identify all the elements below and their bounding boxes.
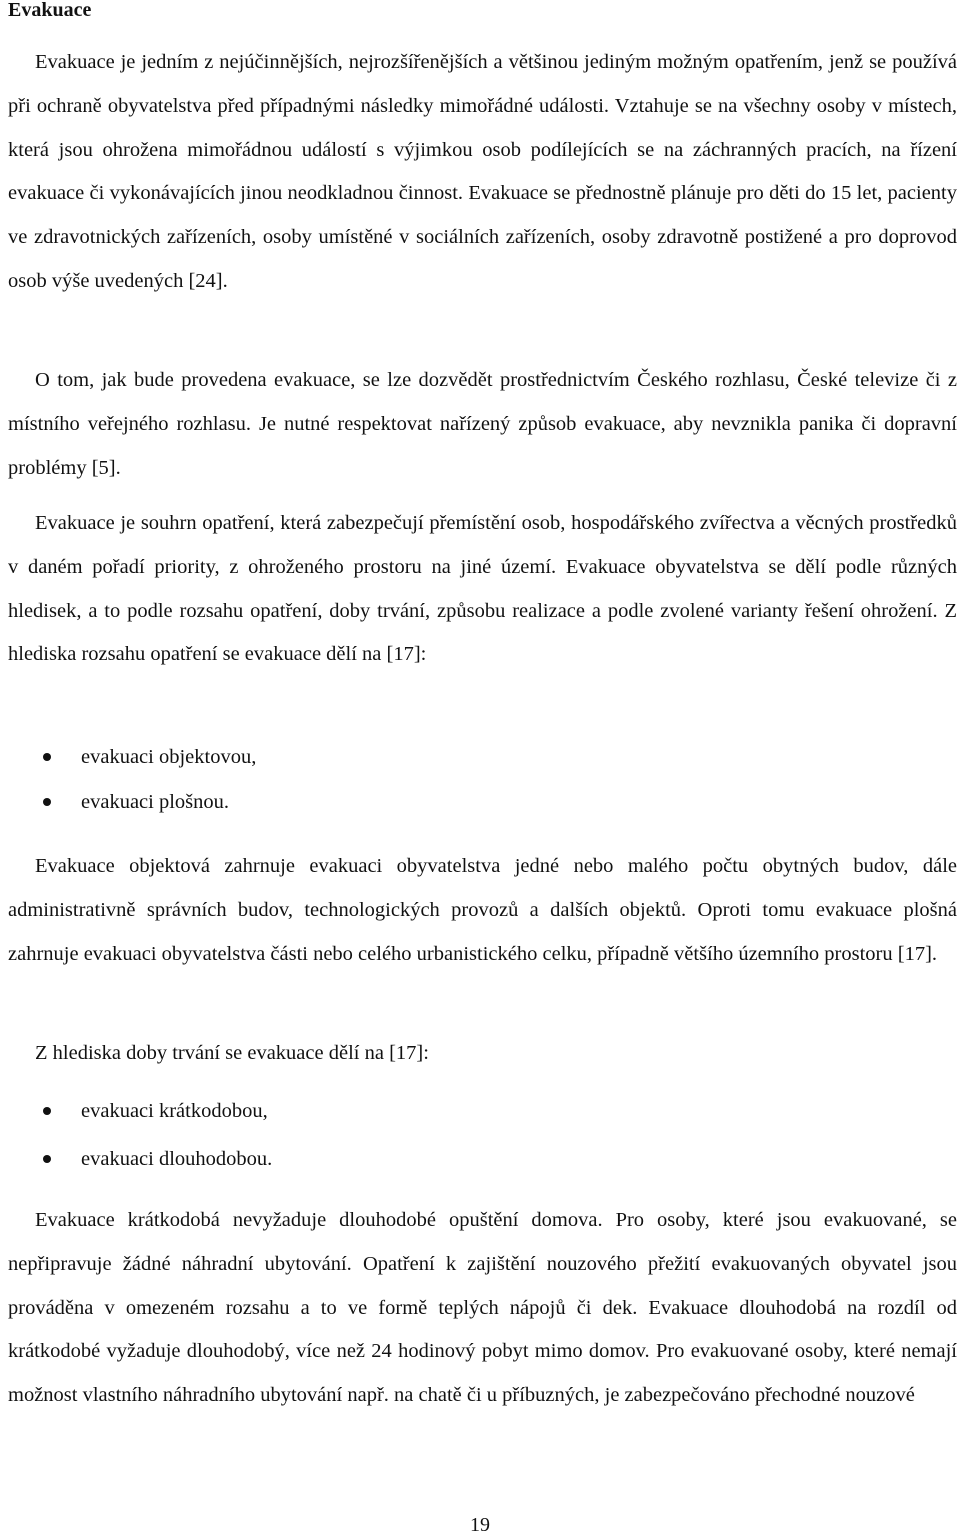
list-item-text: evakuaci plošnou. [81, 791, 230, 813]
list-item [8, 1147, 957, 1171]
bullet-icon [43, 798, 51, 806]
paragraph-definition: Evakuace je souhrn opatření, která zabezpečují přemístění osob, hospodářského zvířectva a věcných prostředků v daném pořadí priority, z ohroženého prostoru na jiné území. Evakuace obyvatelstva se dělí podle různých hledisek, a to podle rozsahu opatření, doby trvání, způsobu realizace a podle zvolené varianty řešení ohrožení. Z hlediska rozsahu opatření se evakuace dělí na [17]: [8, 512, 957, 666]
list-scope [8, 745, 957, 814]
list-item [8, 1099, 957, 1123]
list-item [8, 790, 957, 814]
bullet-icon [43, 753, 51, 761]
paragraph-duration-detail: Evakuace krátkodobá nevyžaduje dlouhodobé opuštění domova. Pro osoby, které jsou evakuované, se nepřipravuje žádné náhradní ubytování. Opatření k zajištění nouzového přežití evakuovaných obyvatel jsou prováděna v omezeném rozsahu a to ve formě teplých nápojů či dek. Evakuace dlouhodobá na rozdíl od krátkodobé vyžaduje dlouhodobý, více než 24 hodinový pobyt mimo domov. Pro evakuované osoby, které nemají možnost vlastního náhradního ubytování např. na chatě či u příbuzných, je zabezpečováno přechodné nouzové [8, 1209, 957, 1407]
list-item-text: evakuaci krátkodobou, [81, 1100, 268, 1122]
list-duration [8, 1099, 957, 1171]
paragraph-intro: Evakuace je jedním z nejúčinnějších, nejrozšířenějších a většinou jediným možným opatřením, jenž se používá při ochraně obyvatelstva před případnými následky mimořádné události. Vztahuje se na všechny osoby v místech, která jsou ohrožena mimořádnou událostí s výjimkou osob podílejících se na záchranných pracích, na řízení evakuace či vykonávajících jinou neodkladnou činnost. Evakuace se přednostně plánuje pro děti do 15 let, pacienty ve zdravotnických zařízeních, osoby umístěné v sociálních zařízeních, osoby zdravotně postižené a pro doprovod osob výše uvedených [24]. [8, 51, 957, 292]
paragraph-information: O tom, jak bude provedena evakuace, se lze dozvědět prostřednictvím Českého rozhlasu, České televize či z místního veřejného rozhlasu. Je nutné respektovat nařízený způsob evakuace, aby nevznikla panika či dopravní problémy [5]. [8, 369, 957, 479]
bullet-icon [43, 1107, 51, 1115]
list-item-text: evakuaci objektovou, [81, 746, 257, 768]
section-heading: Evakuace [8, 0, 92, 21]
page-number: 19 [470, 1514, 490, 1536]
list-item [8, 745, 957, 769]
bullet-icon [43, 1155, 51, 1163]
list-item-text: evakuaci dlouhodobou. [81, 1148, 273, 1170]
paragraph-duration-intro: Z hlediska doby trvání se evakuace dělí na [17]: [35, 1042, 429, 1064]
paragraph-scope-detail: Evakuace objektová zahrnuje evakuaci obyvatelstva jedné nebo malého počtu obytných budov, dále administrativně správních budov, technologických provozů a dalších objektů. Oproti tomu evakuace plošná zahrnuje evakuaci obyvatelstva části nebo celého urbanistického celku, případně většího územního prostoru [17]. [8, 855, 957, 965]
